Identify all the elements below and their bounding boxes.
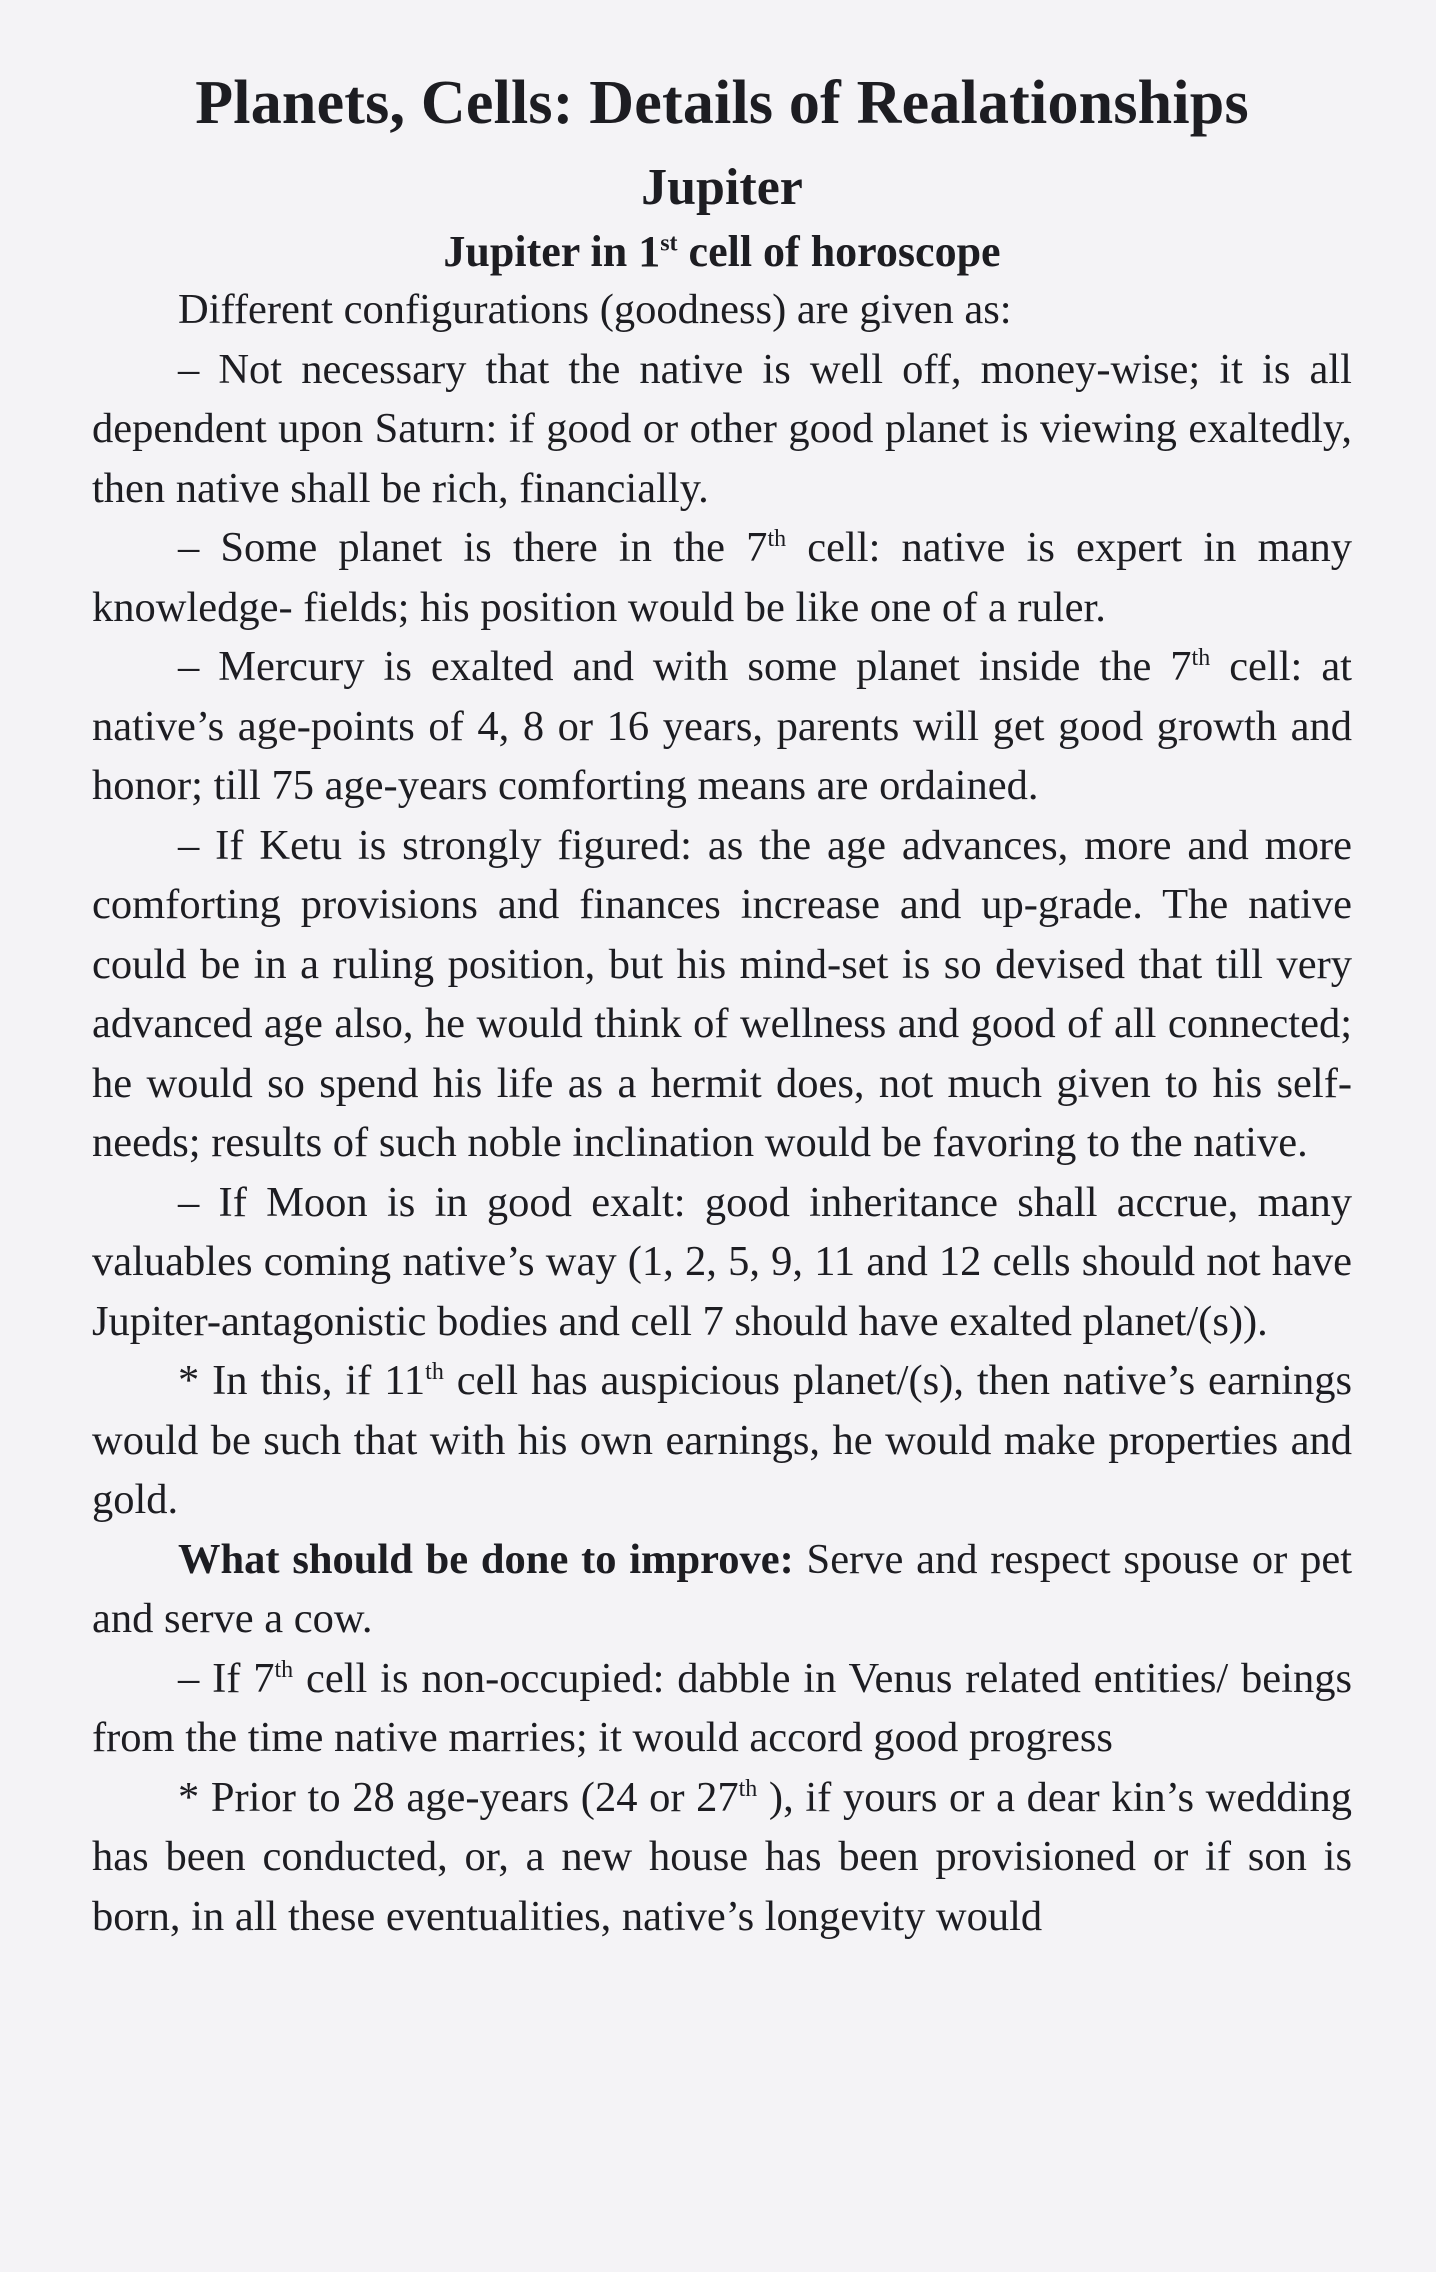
text-fragment: – Some planet is there in the 7 — [178, 524, 768, 571]
page-title: Planets, Cells: Details of Realationships — [195, 69, 1249, 137]
paragraph-moon: – If Moon is in good exalt: good inheritance shall accrue, many valuables coming native’s way (1, 2, 5, 9, 11 and 12 cells should not have Jupiter-antagonistic bodies and cell 7 should have exalted planet/(s)). — [92, 1178, 1352, 1345]
subsection-suffix: cell of horoscope — [677, 227, 1001, 276]
text-fragment: cell: native is expert in many knowledge- fields; his position would be like one of a ruler. — [92, 524, 1352, 631]
paragraph-longevity — [92, 1768, 1352, 1947]
body-text — [92, 280, 1352, 1946]
section-title: Jupiter — [641, 159, 803, 216]
ordinal-sup: th — [1191, 644, 1211, 671]
paragraph-eleventh-cell — [92, 1351, 1352, 1530]
paragraph-ketu: – If Ketu is strongly figured: as the age advances, more and more comforting provisions and finances increase and up-grade. The native could be in a ruling position, but his mind-set is so devised that till very advanced age also, he would think of wellness and good of all connected; he would so spend his life as a hermit does, not much given to his self-needs; results of such noble inclination would be favoring to the native. — [92, 821, 1352, 1166]
ordinal-sup: th — [274, 1656, 294, 1683]
text-fragment: – Mercury is exalted and with some planet inside the 7 — [178, 643, 1192, 690]
paragraph-remedy — [92, 1530, 1352, 1649]
ordinal-sup: th — [738, 1775, 758, 1802]
text-fragment: cell: at native’s age-points of 4, 8 or 16 years, parents will get good growth and honor; till 75 age-years comforting means are ordained. — [92, 643, 1352, 809]
text-fragment: ), if yours or a dear kin’s wedding has been conducted, or, a new house has been provisioned or if son is born, in all these eventualities, native’s longevity would — [92, 1773, 1352, 1940]
text-fragment: * Prior to 28 age-years (24 or 27 — [178, 1773, 739, 1821]
paragraph-saturn: – Not necessary that the native is well off, money-wise; it is all dependent upon Saturn: if good or other good planet is viewing exaltedly, then native shall be rich, financially. — [92, 345, 1352, 512]
text-fragment: cell is non-occupied: dabble in Venus related entities/ beings from the time native marries; it would accord good progress — [92, 1654, 1352, 1761]
ordinal-sup: th — [425, 1358, 444, 1385]
paragraph-mercury — [92, 637, 1352, 816]
text-fragment: – If 7 — [178, 1654, 275, 1702]
ordinal-sup: th — [767, 525, 787, 552]
subsection-title — [92, 224, 1352, 280]
paragraph-venus — [92, 1649, 1352, 1768]
remedy-lead: What should be done to improve: — [178, 1535, 794, 1583]
text-fragment: Serve and respect spouse or pet and serve a cow. — [92, 1535, 1352, 1642]
text-fragment: cell has auspicious planet/(s), then native’s earnings would be such that with his own earnings, he would make properties and gold. — [92, 1357, 1352, 1523]
subsection-prefix: Jupiter in 1 — [443, 227, 661, 276]
paragraph-seventh-cell — [92, 518, 1352, 637]
paragraph-intro: Different configurations (goodness) are given as: — [178, 286, 1012, 333]
text-fragment: * In this, if 11 — [178, 1357, 426, 1404]
subsection-sup: st — [660, 230, 678, 257]
